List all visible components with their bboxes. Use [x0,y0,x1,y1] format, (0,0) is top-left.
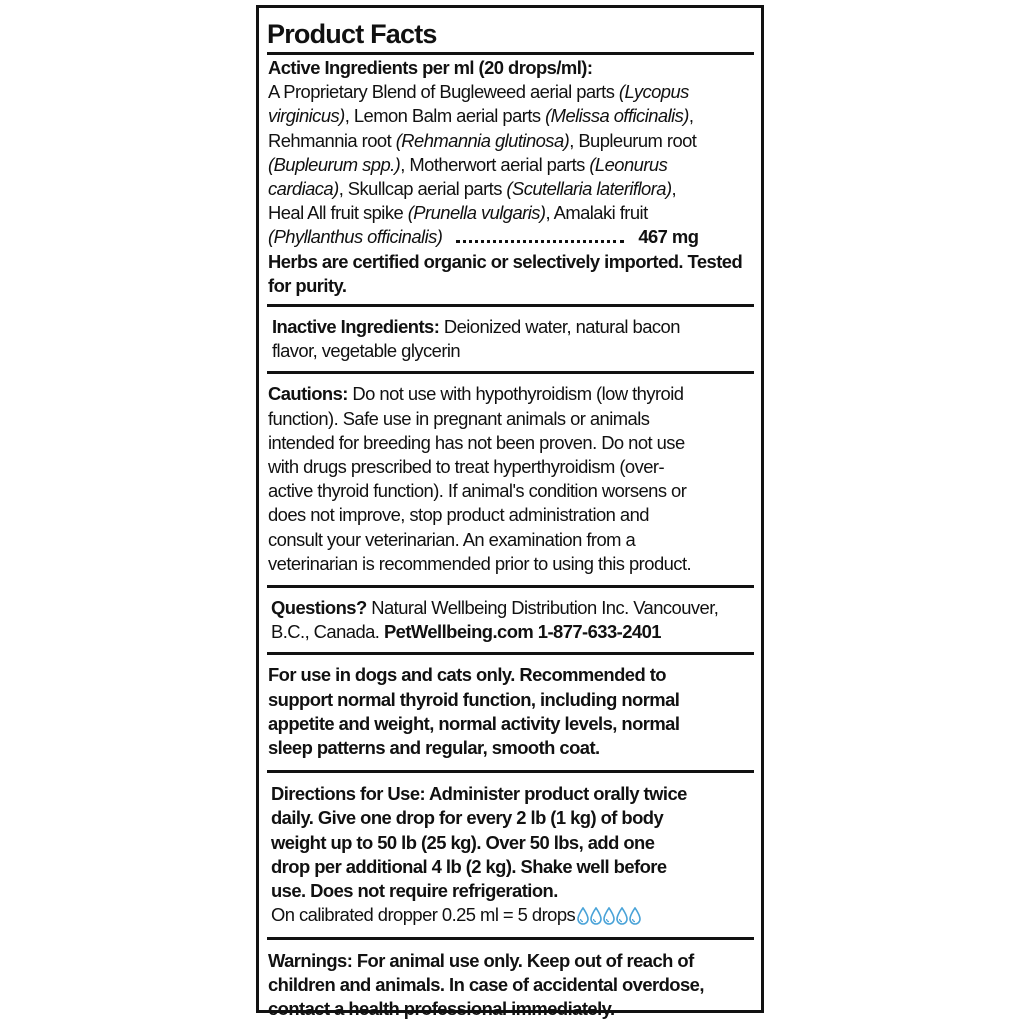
cautions-line: intended for breeding has not been proven. Do not use [268,431,685,453]
active-ingredients-section [267,55,754,307]
ingredient-text: , Skullcap aerial parts [338,178,507,200]
ingredient-line [268,104,754,128]
ingredient-line [268,153,754,177]
water-drop-icon [616,907,628,925]
location-text: B.C., Canada. [271,621,384,643]
company-text: Natural Wellbeing Distribution Inc. Vancouver, [366,597,719,619]
dropper-line [271,903,754,927]
dropper-text: On calibrated dropper 0.25 ml = 5 drops [271,904,576,926]
water-drop-icon [590,907,602,925]
latin-name: (Rehmannia glutinosa) [395,129,570,151]
warnings-line [268,949,754,973]
cautions-line: consult your veterinarian. An examination from a [268,528,636,550]
ingredient-text: A Proprietary Blend of Bugleweed aerial parts [268,81,619,103]
ingredient-text: , Lemon Balm aerial parts [344,105,546,127]
directions-line: Directions for Use: Administer product orally twice [271,783,687,805]
directions-line: daily. Give one drop for every 2 lb (1 kg) of body [271,807,664,829]
ingredient-line [268,201,754,225]
ingredient-line [268,80,754,104]
intended-use-section [267,655,754,773]
warnings-section [267,940,754,1022]
cautions-text: Do not use with hypothyroidism (low thyroid [347,383,684,405]
ingredient-text: Heal All fruit spike [268,202,408,224]
ingredient-text: , [671,178,677,200]
drops-row [577,907,641,925]
inactive-line: flavor, vegetable glycerin [272,340,461,362]
latin-name: (Leonurus [589,153,668,175]
use-line: For use in dogs and cats only. Recommended to [268,664,666,686]
inactive-ingredients-heading: Inactive Ingredients: [272,316,440,338]
product-facts-title: Product Facts [267,18,754,55]
inactive-ingredients-section [267,307,754,374]
cautions-line [268,382,754,406]
latin-name: cardiaca) [268,178,339,200]
warnings-heading: Warnings: [268,949,353,971]
cautions-heading: Cautions: [268,383,348,405]
questions-section [267,588,754,655]
directions-line: weight up to 50 lb (25 kg). Over 50 lbs, add one [271,831,655,853]
ingredient-text: Rehmannia root [268,129,396,151]
dot-leader [456,228,624,243]
water-drop-icon [577,907,589,925]
use-line: sleep patterns and regular, smooth coat. [268,737,600,759]
cautions-line: with drugs prescribed to treat hyperthyroidism (over- [268,456,665,478]
directions-section [267,773,754,939]
phone-number: 1-877-633-2401 [533,621,661,643]
ingredient-text: , [688,105,694,127]
warnings-text: For animal use only. Keep out of reach of [352,949,694,971]
questions-line [271,620,754,644]
cautions-section [267,374,754,588]
latin-name: (Phyllanthus officinalis) [268,226,443,248]
water-drop-icon [629,907,641,925]
ingredient-line [268,129,754,153]
latin-name: (Melissa officinalis) [545,105,689,127]
active-ingredients-heading: Active Ingredients per ml (20 drops/ml): [268,57,593,78]
cautions-line: active thyroid function). If animal's condition worsens or [268,480,687,502]
ingredient-text: , Motherwort aerial parts [400,153,590,175]
website-link[interactable]: PetWellbeing.com [383,621,534,643]
inactive-line [272,315,754,339]
use-line: support normal thyroid function, including normal [268,688,680,710]
questions-heading: Questions? [271,597,367,619]
organic-note-cont: for purity. [268,274,347,296]
latin-name: (Lycopus [618,81,689,103]
water-drop-icon [603,907,615,925]
cautions-line: veterinarian is recommended prior to using this product. [268,552,692,574]
warnings-line: children and animals. In case of accidental overdose, [268,973,704,995]
directions-line: use. Does not require refrigeration. [271,880,558,902]
cautions-line: function). Safe use in pregnant animals or animals [268,407,650,429]
warnings-line: contact a health professional immediately. [268,997,615,1019]
product-facts-panel [256,5,764,1019]
use-line: appetite and weight, normal activity levels, normal [268,712,680,734]
directions-line: drop per additional 4 lb (2 kg). Shake well before [271,855,667,877]
cautions-line: does not improve, stop product administration and [268,504,649,526]
ingredient-text: , Amalaki fruit [545,202,648,224]
latin-name: virginicus) [268,105,345,127]
latin-name: (Prunella vulgaris) [407,202,546,224]
organic-note: Herbs are certified organic or selectively imported. Tested [268,250,743,272]
questions-line [271,596,754,620]
ingredient-text: , Bupleurum root [569,129,697,151]
blend-amount-line [268,225,754,249]
blend-amount: 467 mg [638,226,699,248]
ingredient-line [268,177,754,201]
latin-name: (Scutellaria lateriflora) [506,178,672,200]
inactive-text: Deionized water, natural bacon [439,316,680,338]
latin-name: (Bupleurum spp.) [268,153,401,175]
